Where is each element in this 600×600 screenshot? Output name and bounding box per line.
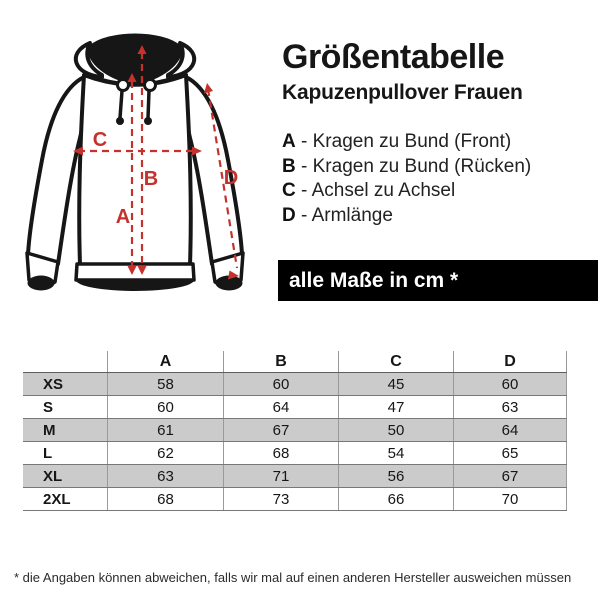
size-table bbox=[23, 351, 567, 511]
table-row bbox=[23, 465, 567, 488]
page-subtitle: Kapuzenpullover Frauen bbox=[282, 81, 523, 104]
header-cell-a: A bbox=[107, 351, 223, 372]
size-cell: L bbox=[43, 444, 53, 462]
legend-separator: - bbox=[295, 180, 312, 201]
legend-item-d bbox=[282, 204, 594, 229]
size-cell: S bbox=[43, 398, 54, 416]
value-cell: 60 bbox=[223, 373, 338, 395]
label-d: D bbox=[223, 167, 239, 189]
legend-key: A bbox=[282, 131, 296, 152]
legend-separator: - bbox=[295, 204, 312, 226]
value-cell: 58 bbox=[107, 373, 223, 395]
legend-label: Kragen zu Bund (Front) bbox=[312, 131, 512, 152]
table-body bbox=[23, 373, 567, 511]
measurement-legend bbox=[282, 130, 594, 228]
table-row bbox=[23, 419, 567, 442]
value-cell: 68 bbox=[223, 442, 338, 464]
footnote: * die Angaben können abweichen, falls wir mal auf einen anderen Hersteller ausweichen müssen bbox=[14, 570, 572, 585]
size-cell: 2XL bbox=[43, 490, 71, 508]
size-cell: XL bbox=[43, 467, 63, 485]
value-cell: 62 bbox=[107, 442, 223, 464]
value-cell: 50 bbox=[338, 419, 453, 441]
value-cell: 47 bbox=[338, 396, 453, 418]
value-cell: 60 bbox=[453, 373, 567, 395]
size-cell: M bbox=[43, 421, 56, 439]
value-cell: 63 bbox=[453, 396, 567, 418]
units-banner: alle Maße in cm * bbox=[278, 260, 598, 301]
legend-key: D bbox=[282, 204, 296, 226]
label-c: C bbox=[92, 129, 108, 151]
header-cell-d: D bbox=[453, 351, 567, 372]
label-b: B bbox=[143, 168, 159, 190]
value-cell: 67 bbox=[223, 419, 338, 441]
header-cell-c: C bbox=[338, 351, 453, 372]
hoodie-diagram bbox=[10, 25, 280, 345]
table-row bbox=[23, 373, 567, 396]
legend-item-c bbox=[282, 179, 594, 204]
legend-separator: - bbox=[295, 131, 313, 152]
value-cell: 64 bbox=[223, 396, 338, 418]
header-cell-size bbox=[23, 351, 107, 372]
table-row bbox=[23, 488, 567, 511]
legend-separator: - bbox=[295, 155, 313, 177]
header-cell-b: B bbox=[223, 351, 338, 372]
value-cell: 64 bbox=[453, 419, 567, 441]
value-cell: 56 bbox=[338, 465, 453, 487]
table-row bbox=[23, 442, 567, 465]
legend-key: C bbox=[282, 180, 296, 201]
value-cell: 70 bbox=[453, 488, 567, 510]
value-cell: 45 bbox=[338, 373, 453, 395]
legend-item-b bbox=[282, 155, 594, 180]
legend-label: Kragen zu Bund (Rücken) bbox=[312, 155, 532, 177]
value-cell: 68 bbox=[107, 488, 223, 510]
page-title: Größentabelle bbox=[282, 38, 505, 76]
table-row bbox=[23, 396, 567, 419]
table-header-row bbox=[23, 351, 567, 373]
value-cell: 73 bbox=[223, 488, 338, 510]
legend-key: B bbox=[282, 155, 296, 177]
legend-label: Armlänge bbox=[311, 204, 393, 226]
legend-item-a bbox=[282, 130, 594, 155]
value-cell: 61 bbox=[107, 419, 223, 441]
value-cell: 60 bbox=[107, 396, 223, 418]
legend-label: Achsel zu Achsel bbox=[311, 180, 456, 201]
value-cell: 65 bbox=[453, 442, 567, 464]
value-cell: 63 bbox=[107, 465, 223, 487]
size-cell: XS bbox=[43, 375, 64, 393]
title-block bbox=[282, 40, 592, 105]
value-cell: 67 bbox=[453, 465, 567, 487]
value-cell: 71 bbox=[223, 465, 338, 487]
value-cell: 54 bbox=[338, 442, 453, 464]
label-a: A bbox=[115, 206, 131, 228]
value-cell: 66 bbox=[338, 488, 453, 510]
